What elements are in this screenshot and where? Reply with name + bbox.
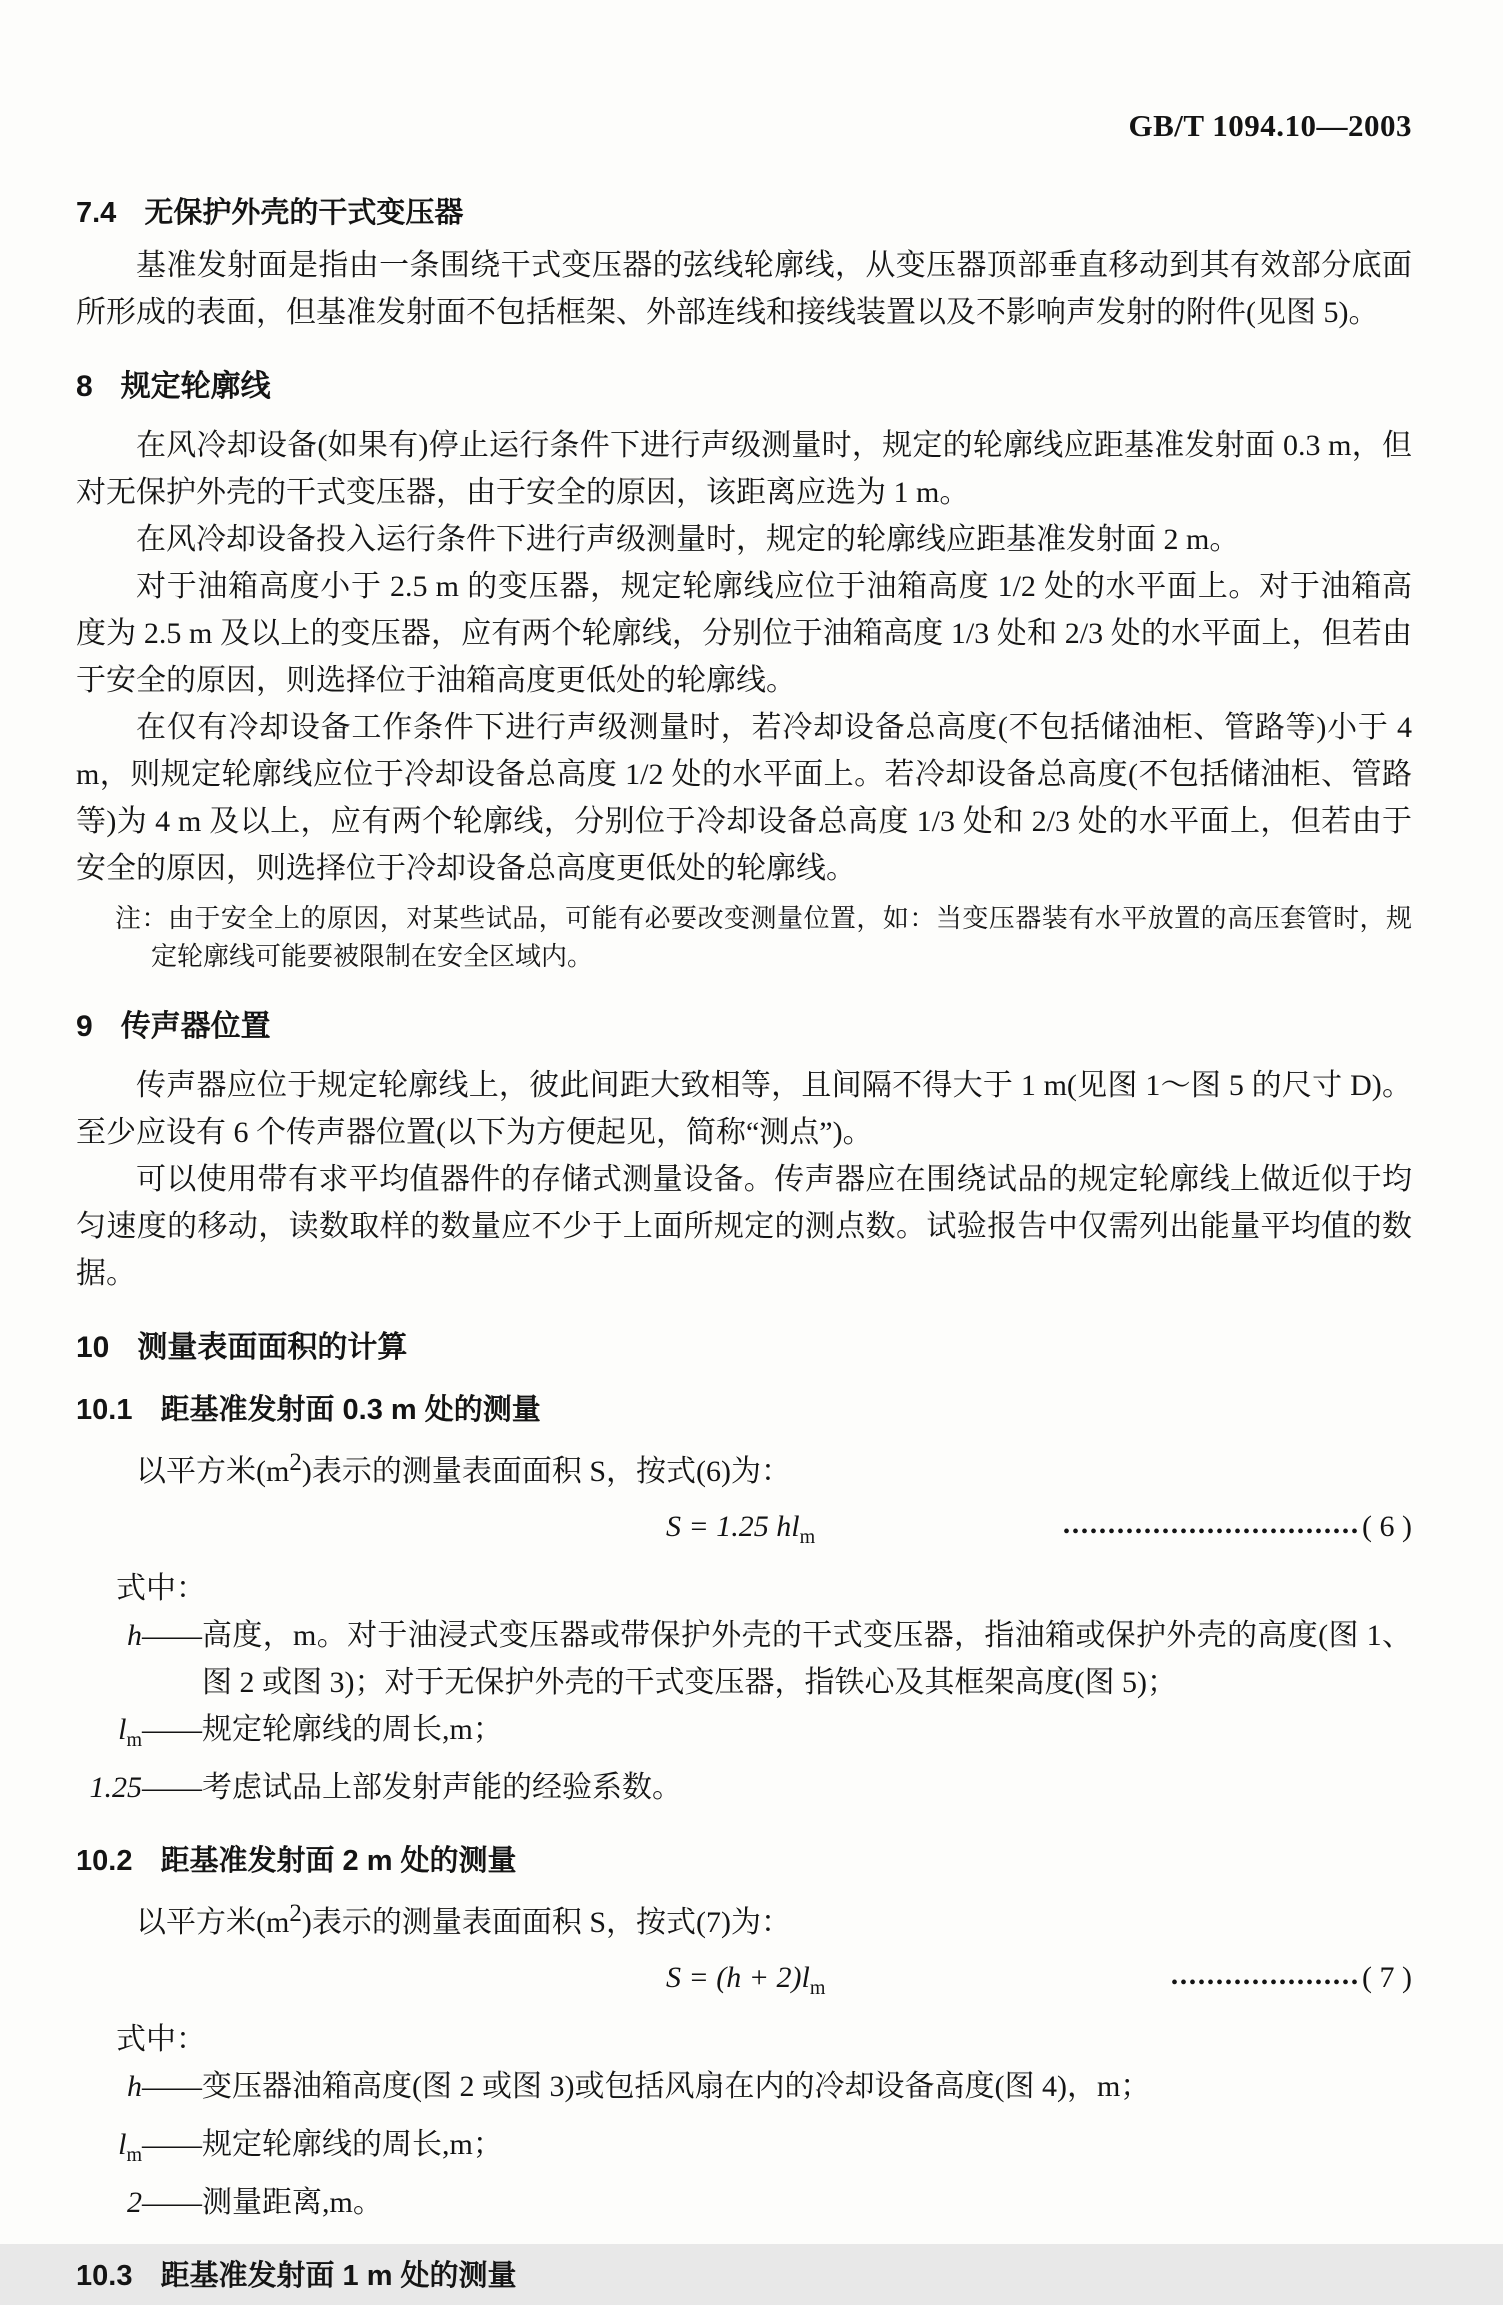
- definition-description: 考虑试品上部发射声能的经验系数。: [202, 1771, 682, 1804]
- intro-pre: 以平方米(m: [136, 1455, 290, 1488]
- intro-post: )表示的测量表面面积 S，按式(7)为：: [301, 1906, 791, 1939]
- heading-8: [76, 364, 1412, 410]
- term-subscript: m: [126, 1729, 142, 1751]
- definition-term: [76, 2063, 142, 2121]
- heading-8-title: 规定轮廓线: [120, 370, 271, 403]
- paragraph-9-1: 传声器应位于规定轮廓线上，彼此间距大致相等，且间隔不得大于 1 m(见图 1～图 5 的尺寸 D)。至少应设有 6 个传声器位置(以下为方便起见，简称“测点”)。: [76, 1069, 1412, 1149]
- where-label-10-1: 式中：: [116, 1572, 206, 1605]
- equation-7-expression: [666, 1954, 825, 2012]
- definition-description: 测量距离,m。: [202, 2186, 383, 2219]
- equation-6-leader-dots: •••••••••••••••••••••••••••••••••: [1062, 1520, 1361, 1543]
- term-symbol: 1.25: [89, 1771, 142, 1804]
- equation-6-subscript: m: [799, 1526, 816, 1548]
- page-content: [76, 108, 1412, 2305]
- definition-description: 高度，m。对于油浸式变压器或带保护外壳的干式变压器，指油箱或保护外壳的高度(图 1、图 2 或图 3)；对于无保护外壳的干式变压器，指铁心及其框架高度(图 5)；: [202, 1619, 1412, 1699]
- term-symbol: l: [118, 1713, 127, 1746]
- definition-h-10-1: [76, 1612, 1412, 1706]
- definition-description: 变压器油箱高度(图 2 或图 3)或包括风扇在内的冷却设备高度(图 4)，m；: [202, 2070, 1151, 2103]
- term-subscript: m: [126, 2144, 142, 2166]
- equation-7-lhs: S = (h + 2)l: [666, 1961, 810, 1994]
- term-symbol: 2: [127, 2186, 142, 2219]
- equation-7: [666, 1954, 1412, 2012]
- heading-10-1-number: 10.1: [76, 1394, 133, 1426]
- definition-lm-10-2: [76, 2121, 1412, 2179]
- term-symbol: h: [127, 1619, 142, 1652]
- paragraph-8-1: 在风冷却设备(如果有)停止运行条件下进行声级测量时，规定的轮廓线应距基准发射面 0.3 m，但对无保护外壳的干式变压器，由于安全的原因，该距离应选为 1 m。: [76, 429, 1412, 509]
- definition-dash: ——: [142, 1771, 202, 1804]
- definition-dash: ——: [142, 2128, 202, 2161]
- heading-9-number: 9: [76, 1010, 93, 1043]
- definition-dash: ——: [142, 1713, 202, 1746]
- intro-post: )表示的测量表面面积 S，按式(6)为：: [301, 1455, 791, 1488]
- heading-9: [76, 1004, 1412, 1050]
- definition-2-10-2: [76, 2179, 1412, 2237]
- heading-7-4-number: 7.4: [76, 197, 117, 229]
- paragraph-7-4-1: 基准发射面是指由一条围绕干式变压器的弦线轮廓线，从变压器顶部垂直移动到其有效部分底面所形成的表面，但基准发射面不包括框架、外部连线和接线装置以及不影响声发射的附件(见图 5)。: [76, 249, 1412, 329]
- equation-6: [666, 1503, 1412, 1561]
- equation-7-number: ( 7 ): [1362, 1961, 1412, 1994]
- heading-10: [76, 1325, 1412, 1371]
- heading-10-3: [76, 2253, 1412, 2299]
- definition-dash: ——: [142, 2070, 202, 2103]
- heading-9-title: 传声器位置: [120, 1010, 271, 1043]
- definition-dash: ——: [142, 2186, 202, 2219]
- heading-7-4: [76, 190, 1412, 236]
- paragraph-8-2: 在风冷却设备投入运行条件下进行声级测量时，规定的轮廓线应距基准发射面 2 m。: [136, 523, 1240, 556]
- heading-8-number: 8: [76, 370, 93, 403]
- heading-10-title: 测量表面面积的计算: [137, 1331, 408, 1364]
- definition-125-10-1: [76, 1764, 1412, 1822]
- note-8: 注：由于安全上的原因，对某些试品，可能有必要改变测量位置，如：当变压器装有水平放置的高压套管时，规定轮廓线可能要被限制在安全区域内。: [115, 904, 1412, 971]
- equation-6-number: ( 6 ): [1362, 1510, 1412, 1543]
- equation-6-lhs: S = 1.25 hl: [666, 1510, 800, 1543]
- definition-term: [76, 1764, 142, 1822]
- definition-dash: ——: [142, 1619, 202, 1652]
- heading-10-1-title: 距基准发射面 0.3 m 处的测量: [160, 1394, 541, 1426]
- term-symbol: l: [118, 2128, 127, 2161]
- equation-6-expression: [666, 1503, 815, 1561]
- definition-description: 规定轮廓线的周长,m；: [202, 2128, 503, 2161]
- paragraph-10-1-intro: [76, 1439, 1412, 1495]
- definition-term: [76, 2179, 142, 2237]
- standard-number-header: GB/T 1094.10—2003: [1128, 108, 1412, 143]
- intro-superscript: 2: [289, 1900, 302, 1927]
- heading-10-number: 10: [76, 1331, 110, 1364]
- heading-10-2-number: 10.2: [76, 1845, 133, 1877]
- intro-pre: 以平方米(m: [136, 1906, 290, 1939]
- heading-7-4-title: 无保护外壳的干式变压器: [144, 197, 464, 229]
- heading-10-1: [76, 1387, 1412, 1433]
- paragraph-10-2-intro: [76, 1890, 1412, 1946]
- heading-10-3-title: 距基准发射面 1 m 处的测量: [160, 2260, 517, 2292]
- definition-term: [76, 1612, 142, 1706]
- definition-description: 规定轮廓线的周长,m；: [202, 1713, 503, 1746]
- term-symbol: h: [127, 2070, 142, 2103]
- definition-term: [76, 2121, 142, 2179]
- paragraph-8-3: 对于油箱高度小于 2.5 m 的变压器，规定轮廓线应位于油箱高度 1/2 处的水平面上。对于油箱高度为 2.5 m 及以上的变压器，应有两个轮廓线，分别位于油箱高度 1/3 处和 2/3 处的水平面上，但若由于安全的原因，则选择位于油箱高度更低处的轮廓线。: [76, 570, 1412, 697]
- definition-lm-10-1: [76, 1706, 1412, 1764]
- definition-term: [76, 1706, 142, 1764]
- definition-h-10-2: [76, 2063, 1412, 2121]
- heading-10-3-number: 10.3: [76, 2260, 133, 2292]
- intro-superscript: 2: [289, 1449, 302, 1476]
- paragraph-8-4: 在仅有冷却设备工作条件下进行声级测量时，若冷却设备总高度(不包括储油柜、管路等)小于 4 m，则规定轮廓线应位于冷却设备总高度 1/2 处的水平面上。若冷却设备总高度(不包括储油柜、管路等)为 4 m 及以上，应有两个轮廓线，分别位于冷却设备总高度 1/3 处和 2/3 处的水平面上，但若由于安全的原因，则选择位于冷却设备总高度更低处的轮廓线。: [76, 711, 1412, 885]
- equation-7-leader-dots: •••••••••••••••••••••: [1170, 1971, 1361, 1994]
- heading-10-2-title: 距基准发射面 2 m 处的测量: [160, 1845, 517, 1877]
- paragraph-9-2: 可以使用带有求平均值器件的存储式测量设备。传声器应在围绕试品的规定轮廓线上做近似于均匀速度的移动，读数取样的数量应不少于上面所规定的测点数。试验报告中仅需列出能量平均值的数据。: [76, 1163, 1412, 1290]
- heading-10-2: [76, 1838, 1412, 1884]
- where-label-10-2: 式中：: [116, 2023, 206, 2056]
- equation-7-subscript: m: [809, 1977, 826, 1999]
